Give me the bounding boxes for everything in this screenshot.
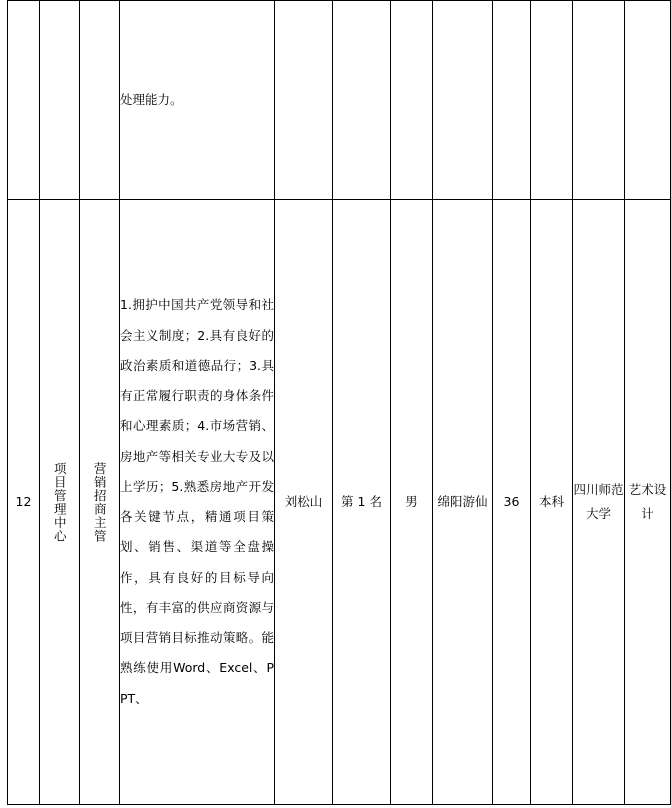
cell-school-text: 四川师范大学	[573, 482, 624, 521]
cell-major	[625, 1, 671, 200]
cell-post	[80, 200, 120, 805]
cell-age	[493, 200, 531, 805]
cell-no	[8, 200, 40, 805]
cell-name-text: 刘松山	[284, 494, 323, 510]
cell-name	[275, 1, 333, 200]
cell-age-text: 36	[503, 494, 520, 510]
requirement-text: 处理能力。	[120, 91, 183, 107]
cell-dept	[40, 1, 80, 200]
cell-native-text: 绵阳游仙	[437, 494, 488, 510]
cell-name	[275, 200, 333, 805]
cell-native	[433, 200, 493, 805]
cell-major	[625, 200, 671, 805]
cell-age	[493, 1, 531, 200]
cell-post	[80, 1, 120, 200]
cell-rank	[333, 1, 391, 200]
table-row	[8, 200, 671, 805]
recruitment-table	[7, 0, 671, 805]
cell-education	[531, 200, 573, 805]
cell-native	[433, 1, 493, 200]
cell-dept	[40, 200, 80, 805]
requirement-text: 1.拥护中国共产党领导和社会主义制度；2.具有良好的政治素质和道德品行；3.具有正常履行职责的身体条件和心理素质；4.市场营销、房地产等相关专业大专及以上学历；5.熟悉房地产开发各关键节点，精通项目策划、销售、渠道等全盘操作，具有良好的目标导向性，有丰富的供应商资源与项目营销目标推动策略。能熟练使用Word、Excel、PPT、	[120, 297, 274, 706]
cell-rank-text: 第 1 名	[341, 494, 382, 510]
cell-sex	[391, 200, 433, 805]
cell-no-text: 12	[15, 494, 32, 510]
cell-sex	[391, 1, 433, 200]
cell-post-text: 营销招商主管	[92, 461, 108, 543]
cell-dept-text: 项目管理中心	[52, 461, 68, 543]
cell-sex-text: 男	[405, 494, 418, 510]
cell-education-text: 本科	[538, 494, 564, 510]
table-row	[8, 1, 671, 200]
cell-major-text: 艺术设计	[628, 482, 667, 521]
cell-education	[531, 1, 573, 200]
cell-no	[8, 1, 40, 200]
cell-rank	[333, 200, 391, 805]
cell-school	[573, 200, 625, 805]
cell-school	[573, 1, 625, 200]
cell-requirement	[120, 200, 275, 805]
cell-requirement	[120, 1, 275, 200]
